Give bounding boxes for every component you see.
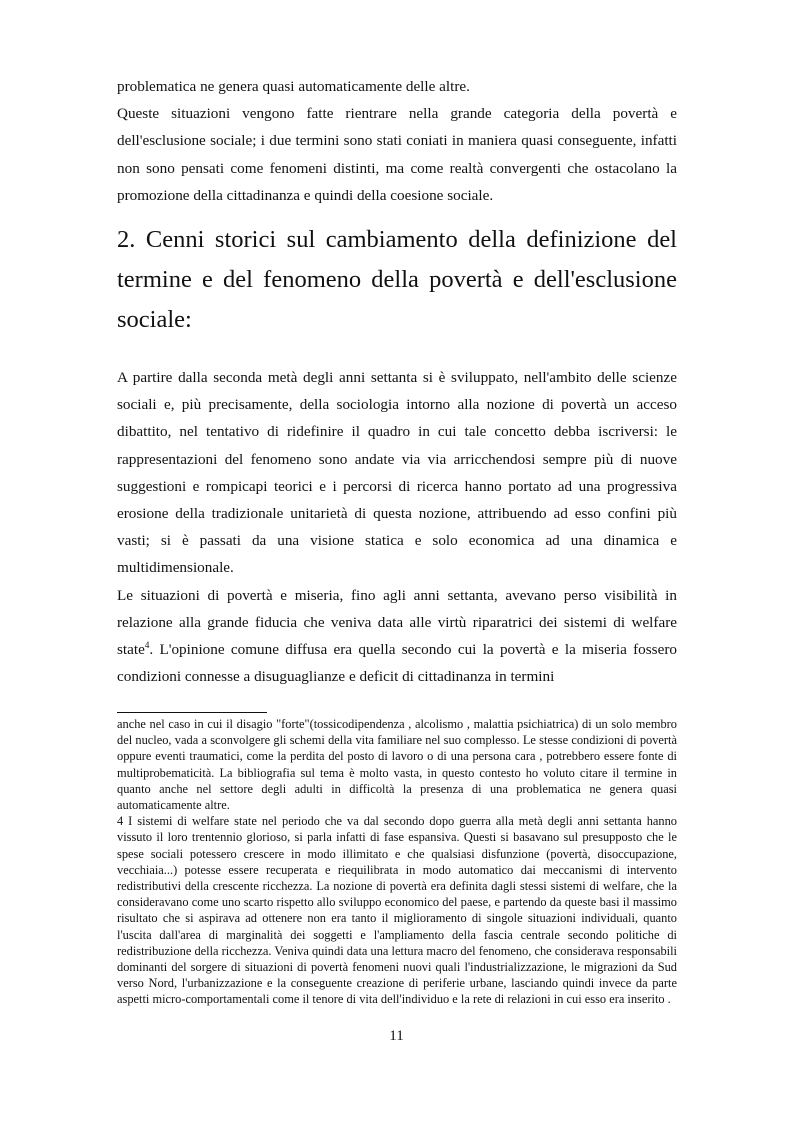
footnote-continued: anche nel caso in cui il disagio "forte"(tossicodipendenza , alcolismo , malattia psichiatrica) di un solo membro del nucleo, vada a sconvolgere gli schemi della vita familiare nel suo complesso. Le stesse condizioni di povertà oppure eventi traumatici, come la perdita del posto di lavoro o di una persona cara , potrebbero essere fonte di multiprobematicità. La bibliografia sul tema è molto vasta, in questo contesto ho voluto citare il termine in quanto anche nel settore degli adulti in difficoltà la presenza di una problematica ne genera quasi automaticamente altre. — [117, 717, 677, 813]
footnote-4: 4 I sistemi di welfare state nel periodo che va dal secondo dopo guerra alla metà degli anni settanta hanno vissuto il loro trentennio glorioso, si parla infatti di fase espansiva. Questi si basavano sul presupposto che le spese sociali potessero crescere in modo illimitato e che qualsiasi disfunzione (povertà, disoccupazione, vecchiaia...) potesse essere recuperata e riequilibrata in modo automatico dai meccanismi di intervento redistributivi della crescente ricchezza. La nozione di povertà era definita dagli stessi sistemi di welfare, che la consideravano come uno scarto rispetto allo sviluppo economico del paese, e partendo da queste basi il massimo risultato che si aspirava ad ottenere non era tanto il miglioramento di singole situazioni individuali, quanto l'uscita dall'area di marginalità dei soggetti e l'ampliamento della fascia centrale secondo politiche di redistribuzione della ricchezza. Veniva quindi data una lettura macro del fenomeno, che considerava responsabili dominanti del sorgere di situazioni di povertà fenomeni nuovi quali l'industrializzazione, le migrazioni da Sud verso Nord, l'urbanizzazione e la conseguente creazione di periferie urbane, lasciando quindi invece da parte aspetti micro-comportamentali come il tenore di vita dell'individuo e la rete di relazioni in cui esso era inserito . — [117, 814, 677, 1007]
section-paragraph-1: A partire dalla seconda metà degli anni settanta si è sviluppato, nell'ambito delle scienze sociali e, più precisamente, della sociologia intorno alla nozione di povertà un acceso dibattito, nel tentativo di ridefinire il quadro in cui tale concetto debba iscriversi: le rappresentazioni del fenomeno sono andate via via arricchendosi sempre più di nuove suggestioni e rompicapi teorici e i percorsi di ricerca hanno portato ad una progressiva erosione della tradizionale unitarietà di questa nozione, attribuendo ad esso confini più vasti; si è passati da una visione statica e solo economica ad una dinamica e multidimensionale. — [117, 369, 677, 577]
intro-paragraph-2: Queste situazioni vengono fatte rientrare nella grande categoria della povertà e dell'esclusione sociale; i due termini sono stati coniati in maniera quasi conseguente, infatti non sono pensati come fenomeni distinti, ma come realtà convergenti che ostacolano la promozione della cittadinanza e quindi della coesione sociale. — [117, 105, 677, 204]
intro-block — [117, 73, 677, 209]
paragraph-2-text-end: . L'opinione comune diffusa era quella secondo cui la povertà e la miseria fossero condizioni connesse a disuguaglianze e deficit di cittadinanza in termini — [117, 641, 677, 686]
section-paragraph-2 — [117, 582, 677, 691]
footnote-reference-4[interactable]: 4 — [144, 639, 150, 650]
footnote-separator — [117, 712, 267, 713]
page-number: 11 — [389, 1028, 404, 1044]
section-body — [117, 364, 677, 690]
footnotes-area — [117, 716, 677, 1008]
section-heading: 2. Cenni storici sul cambiamento della definizione del termine e del fenomeno della povertà e dell'esclusione sociale: — [117, 226, 677, 333]
intro-paragraph-1: problematica ne genera quasi automaticamente delle altre. — [117, 78, 470, 95]
paragraph-2-text-start: Le situazioni di povertà e miseria, fino agli anni settanta, avevano perso visibilità in relazione alla grande fiducia che veniva data alle virtù riparatrici dei sistemi di welfare state — [117, 586, 677, 659]
